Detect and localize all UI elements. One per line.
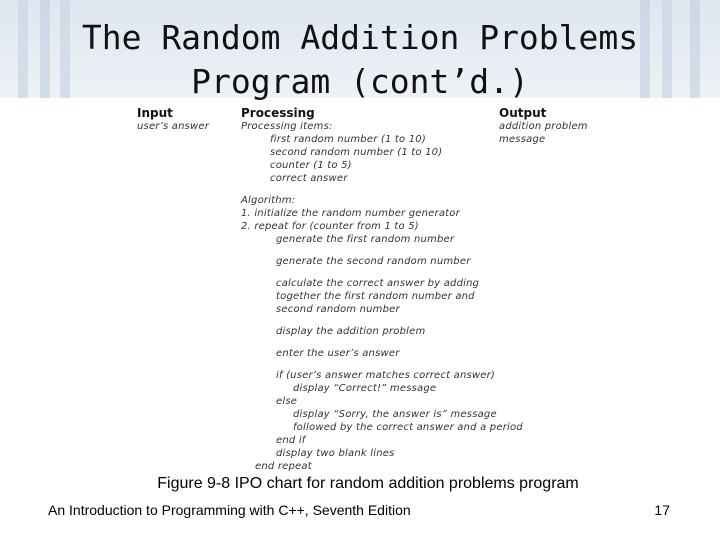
slide-title-line-1: The Random Addition Problems: [81, 18, 639, 57]
slide-title: [0, 16, 720, 104]
algorithm-step: display the addition problem: [276, 326, 426, 337]
algorithm-step: end if: [276, 435, 306, 446]
algorithm-step: second random number: [276, 304, 400, 315]
algorithm-step: display “Correct!” message: [293, 383, 437, 394]
figure-caption: Figure 9-8 IPO chart for random addition problems program: [157, 475, 579, 492]
algorithm-step: generate the second random number: [276, 256, 471, 267]
output-header: Output: [499, 106, 547, 120]
processing-item: second random number (1 to 10): [270, 147, 443, 158]
page-number: 17: [654, 502, 670, 518]
algorithm-step: calculate the correct answer by adding: [276, 278, 480, 289]
input-item: user’s answer: [137, 121, 210, 132]
processing-item: correct answer: [270, 173, 348, 184]
processing-item: first random number (1 to 10): [270, 134, 426, 145]
algorithm-step: enter the user’s answer: [276, 348, 400, 359]
algorithm-step: if (user’s answer matches correct answer): [276, 370, 496, 381]
algorithm-step: followed by the correct answer and a period: [293, 422, 523, 433]
algorithm-step: 1. initialize the random number generator: [241, 208, 460, 219]
algorithm-step: 2. repeat for (counter from 1 to 5): [241, 221, 419, 232]
processing-item: counter (1 to 5): [270, 160, 352, 171]
footer-text: An Introduction to Programming with C++, Seventh Edition: [48, 502, 411, 518]
algorithm-step: display “Sorry, the answer is” message: [293, 409, 497, 420]
algorithm-step: together the first random number and: [276, 291, 475, 302]
input-header: Input: [137, 106, 173, 120]
processing-header: Processing: [241, 106, 315, 120]
slide-title-line-2: Program (cont’d.): [191, 62, 529, 101]
algorithm-label: Algorithm:: [241, 195, 296, 206]
ipo-chart: [137, 106, 607, 474]
output-item: addition problem: [499, 121, 588, 132]
algorithm-step: end repeat: [255, 461, 312, 472]
processing-items-label: Processing items:: [241, 121, 333, 132]
algorithm-step: else: [276, 396, 298, 407]
algorithm-step: generate the first random number: [276, 234, 455, 245]
output-item: message: [499, 134, 546, 145]
algorithm-step: display two blank lines: [276, 448, 395, 459]
